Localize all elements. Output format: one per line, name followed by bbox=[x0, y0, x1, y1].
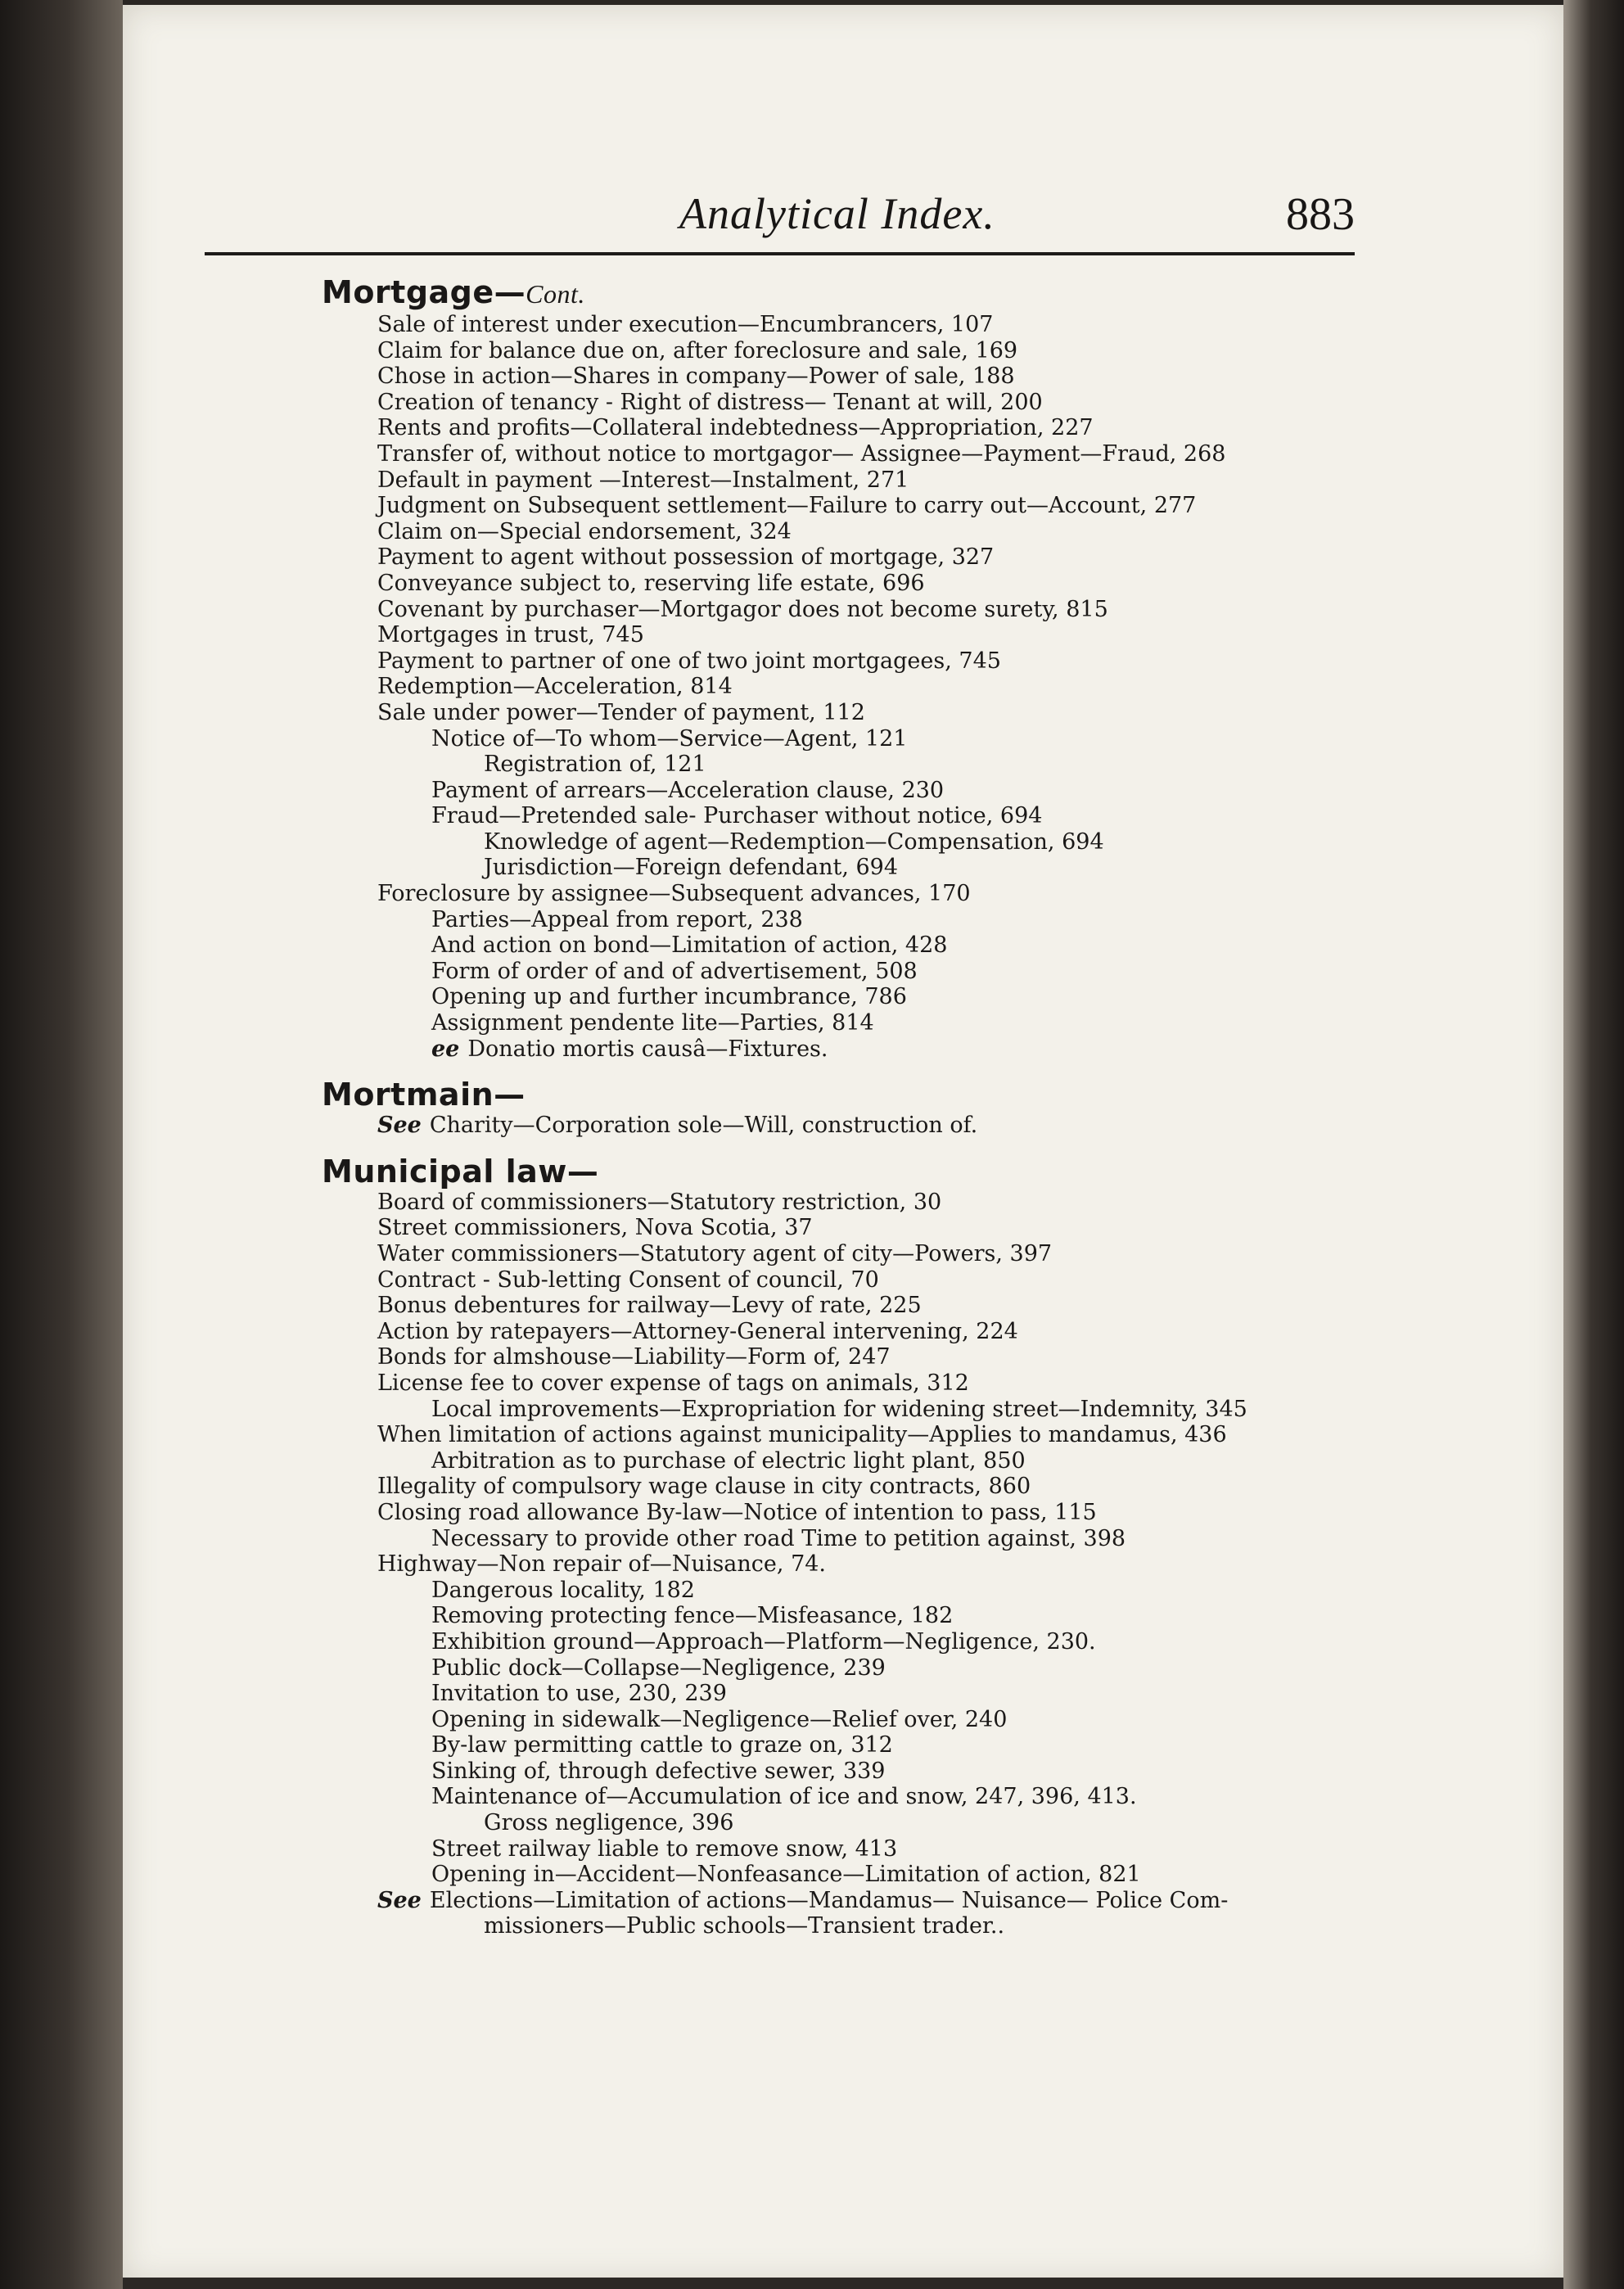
entry-text: Form of order of and of advertisement, 508 bbox=[431, 958, 918, 984]
entry-text: Covenant by purchaser—Mortgagor does not become surety, 815 bbox=[377, 596, 1108, 622]
entry-text: Jurisdiction—Foreign defendant, 694 bbox=[484, 855, 899, 881]
entry-text: Water commissioners—Statutory agent of city—Powers, 397 bbox=[377, 1241, 1053, 1266]
entry-text: Illegality of compulsory wage clause in city contracts, 860 bbox=[377, 1474, 1031, 1500]
entry-text: Payment of arrears—Acceleration clause, 230 bbox=[431, 777, 945, 803]
entry-text: Assignment pendente lite—Parties, 814 bbox=[431, 1010, 874, 1036]
entry-prefix: ee bbox=[431, 1036, 460, 1062]
entry-text: Knowledge of agent—Redemption—Compensation, 694 bbox=[484, 828, 1104, 855]
index-entry bbox=[323, 1707, 1387, 1733]
index-entry bbox=[323, 1370, 1387, 1397]
index-entry bbox=[323, 1759, 1387, 1785]
entry-text: Conveyance subject to, reserving life estate, 696 bbox=[377, 570, 925, 596]
entry-text: Redemption—Acceleration, 814 bbox=[377, 674, 733, 700]
index-entry bbox=[323, 415, 1387, 441]
entry-text: And action on bond—Limitation of action, 428 bbox=[431, 932, 948, 959]
section-heading-suffix: Cont. bbox=[526, 279, 585, 309]
index-entry bbox=[323, 1474, 1387, 1500]
entry-text: Parties—Appeal from report, 238 bbox=[431, 906, 803, 932]
page-number: 883 bbox=[1286, 189, 1355, 240]
entry-text: Arbitration as to purchase of electric light plant, 850 bbox=[431, 1447, 1026, 1474]
entry-text: Rents and profits—Collateral indebtedness—Appropriation, 227 bbox=[377, 415, 1094, 441]
index-entry bbox=[323, 855, 1387, 881]
index-content bbox=[323, 274, 1387, 1939]
entry-prefix: See bbox=[377, 1113, 422, 1139]
section-heading bbox=[322, 1154, 1387, 1190]
entry-text: Street railway liable to remove snow, 413 bbox=[431, 1835, 898, 1862]
entry-text: Dangerous locality, 182 bbox=[431, 1577, 695, 1603]
index-entry bbox=[323, 1862, 1387, 1888]
index-entry bbox=[323, 1319, 1387, 1345]
index-entry bbox=[323, 571, 1387, 597]
index-entry bbox=[323, 1113, 1387, 1139]
index-entry bbox=[323, 1241, 1387, 1267]
entry-text: License fee to cover expense of tags on animals, 312 bbox=[377, 1370, 969, 1396]
index-entry bbox=[323, 622, 1387, 648]
entry-text: Contract - Sub-letting Consent of council, 70 bbox=[377, 1266, 879, 1293]
index-entry bbox=[323, 1215, 1387, 1241]
index-entry bbox=[323, 648, 1387, 675]
entry-text: Sale of interest under execution—Encumbrancers, 107 bbox=[377, 312, 994, 337]
section-gap bbox=[323, 1139, 1387, 1154]
entry-text: Opening in—Accident—Nonfeasance—Limitation of action, 821 bbox=[431, 1862, 1141, 1888]
index-entry bbox=[323, 1293, 1387, 1319]
entry-text: Sale under power—Tender of payment, 112 bbox=[377, 699, 865, 725]
entry-text: When limitation of actions against municipality—Applies to mandamus, 436 bbox=[377, 1422, 1227, 1448]
entry-text: Highway—Non repair of—Nuisance, 74. bbox=[377, 1551, 827, 1578]
scan-edge-right bbox=[1563, 0, 1624, 2289]
index-entry bbox=[323, 829, 1387, 856]
entry-text: Donatio mortis causâ—Fixtures. bbox=[467, 1036, 828, 1062]
entry-text: Claim for balance due on, after foreclosure and sale, 169 bbox=[377, 337, 1018, 363]
section-gap bbox=[323, 1062, 1387, 1077]
entry-text: Judgment on Subsequent settlement—Failure to carry out—Account, 277 bbox=[377, 493, 1197, 519]
index-entry bbox=[323, 932, 1387, 959]
section-heading bbox=[322, 1077, 1387, 1113]
index-entry bbox=[323, 390, 1387, 416]
entry-text: Claim on—Special endorsement, 324 bbox=[377, 518, 792, 544]
scan-edge-left bbox=[0, 0, 123, 2289]
entry-text: Removing protecting fence—Misfeasance, 182 bbox=[431, 1603, 954, 1629]
index-entry bbox=[323, 544, 1387, 571]
entry-text: missioners—Public schools—Transient trader.. bbox=[484, 1913, 1005, 1939]
index-entry bbox=[323, 467, 1387, 494]
entry-text: Notice of—To whom—Service—Agent, 121 bbox=[431, 725, 908, 752]
index-entry bbox=[323, 1913, 1387, 1939]
index-entry bbox=[323, 1500, 1387, 1526]
index-entry bbox=[323, 1810, 1387, 1836]
index-entry bbox=[323, 1448, 1387, 1474]
entry-text: Necessary to provide other road Time to petition against, 398 bbox=[431, 1525, 1126, 1551]
entry-text: Gross negligence, 396 bbox=[484, 1810, 734, 1836]
index-entry bbox=[323, 1732, 1387, 1759]
index-entry bbox=[323, 1397, 1387, 1423]
entry-text: Transfer of, without notice to mortgagor— Assignee—Payment—Fraud, 268 bbox=[377, 440, 1226, 467]
entry-text: Payment to partner of one of two joint mortgagees, 745 bbox=[377, 648, 1001, 674]
entry-text: Bonus debentures for railway—Levy of rate, 225 bbox=[377, 1293, 922, 1319]
index-entry bbox=[323, 338, 1387, 364]
index-entry bbox=[323, 959, 1387, 985]
entry-text: Bonds for almshouse—Liability—Form of, 247 bbox=[377, 1344, 891, 1370]
index-entry bbox=[323, 312, 1387, 338]
index-entry bbox=[323, 1344, 1387, 1370]
entry-text: Fraud—Pretended sale- Purchaser without notice, 694 bbox=[431, 803, 1043, 829]
index-entry bbox=[323, 726, 1387, 752]
index-entry bbox=[323, 1267, 1387, 1293]
index-entry bbox=[323, 700, 1387, 726]
entry-text: Foreclosure by assignee—Subsequent advances, 170 bbox=[377, 881, 971, 907]
entry-text: Board of commissioners—Statutory restriction, 30 bbox=[377, 1189, 942, 1215]
entry-text: Chose in action—Shares in company—Power of sale, 188 bbox=[377, 363, 1015, 390]
entry-prefix: See bbox=[377, 1887, 422, 1913]
entry-text: Registration of, 121 bbox=[484, 752, 706, 778]
index-entry bbox=[323, 881, 1387, 907]
index-entry bbox=[323, 1784, 1387, 1810]
entry-text: Invitation to use, 230, 239 bbox=[431, 1681, 727, 1707]
header-rule bbox=[205, 252, 1355, 255]
page-header bbox=[205, 188, 1355, 262]
section-heading-text: Mortmain— bbox=[322, 1077, 526, 1113]
index-entry bbox=[323, 1655, 1387, 1682]
section-heading-text: Mortgage— bbox=[322, 274, 526, 310]
entry-text: Action by ratepayers—Attorney-General intervening, 224 bbox=[377, 1318, 1018, 1344]
index-entry bbox=[323, 907, 1387, 933]
index-entry bbox=[323, 1681, 1387, 1707]
section-heading-text: Municipal law— bbox=[322, 1153, 599, 1190]
entry-text: Closing road allowance By-law—Notice of intention to pass, 115 bbox=[377, 1499, 1097, 1525]
index-entry bbox=[323, 674, 1387, 700]
entry-text: Creation of tenancy - Right of distress— Tenant at will, 200 bbox=[377, 389, 1043, 415]
index-entry bbox=[323, 1190, 1387, 1216]
entry-text: Opening up and further incumbrance, 786 bbox=[431, 984, 907, 1010]
index-entry bbox=[323, 1629, 1387, 1655]
index-entry bbox=[323, 519, 1387, 545]
index-entry bbox=[323, 363, 1387, 390]
index-entry bbox=[323, 1551, 1387, 1578]
entry-text: Street commissioners, Nova Scotia, 37 bbox=[377, 1215, 813, 1241]
index-entry bbox=[323, 1010, 1387, 1036]
entry-text: Mortgages in trust, 745 bbox=[377, 622, 644, 648]
index-entry bbox=[323, 752, 1387, 778]
index-entry bbox=[323, 1422, 1387, 1448]
running-title: Analytical Index. bbox=[679, 189, 995, 238]
index-entry bbox=[323, 1526, 1387, 1552]
entry-text: Payment to agent without possession of mortgage, 327 bbox=[377, 544, 995, 571]
entry-text: By-law permitting cattle to graze on, 312 bbox=[431, 1732, 893, 1759]
index-entry bbox=[323, 1578, 1387, 1604]
entry-text: Elections—Limitation of actions—Mandamus— Nuisance— Police Com- bbox=[429, 1887, 1229, 1913]
index-entry bbox=[323, 1836, 1387, 1862]
entry-text: Default in payment —Interest—Instalment, 271 bbox=[377, 467, 909, 493]
entry-text: Exhibition ground—Approach—Platform—Negligence, 230. bbox=[431, 1628, 1096, 1655]
index-entry bbox=[323, 597, 1387, 623]
index-entry bbox=[323, 1603, 1387, 1629]
entry-text: Sinking of, through defective sewer, 339 bbox=[431, 1758, 886, 1784]
index-entry bbox=[323, 1888, 1387, 1914]
entry-text: Charity—Corporation sole—Will, construction of. bbox=[429, 1113, 978, 1139]
index-entry bbox=[323, 803, 1387, 829]
entry-text: Local improvements—Expropriation for widening street—Indemnity, 345 bbox=[431, 1396, 1247, 1422]
index-entry bbox=[323, 1036, 1387, 1063]
index-entry bbox=[323, 441, 1387, 467]
scan-edge-bottom bbox=[123, 2278, 1563, 2289]
entry-text: Opening in sidewalk—Negligence—Relief over, 240 bbox=[431, 1706, 1008, 1732]
index-entry bbox=[323, 778, 1387, 804]
section-heading bbox=[322, 274, 1387, 312]
index-entry bbox=[323, 984, 1387, 1010]
entry-text: Public dock—Collapse—Negligence, 239 bbox=[431, 1655, 886, 1681]
entry-text: Maintenance of—Accumulation of ice and snow, 247, 396, 413. bbox=[431, 1784, 1137, 1810]
index-entry bbox=[323, 493, 1387, 519]
